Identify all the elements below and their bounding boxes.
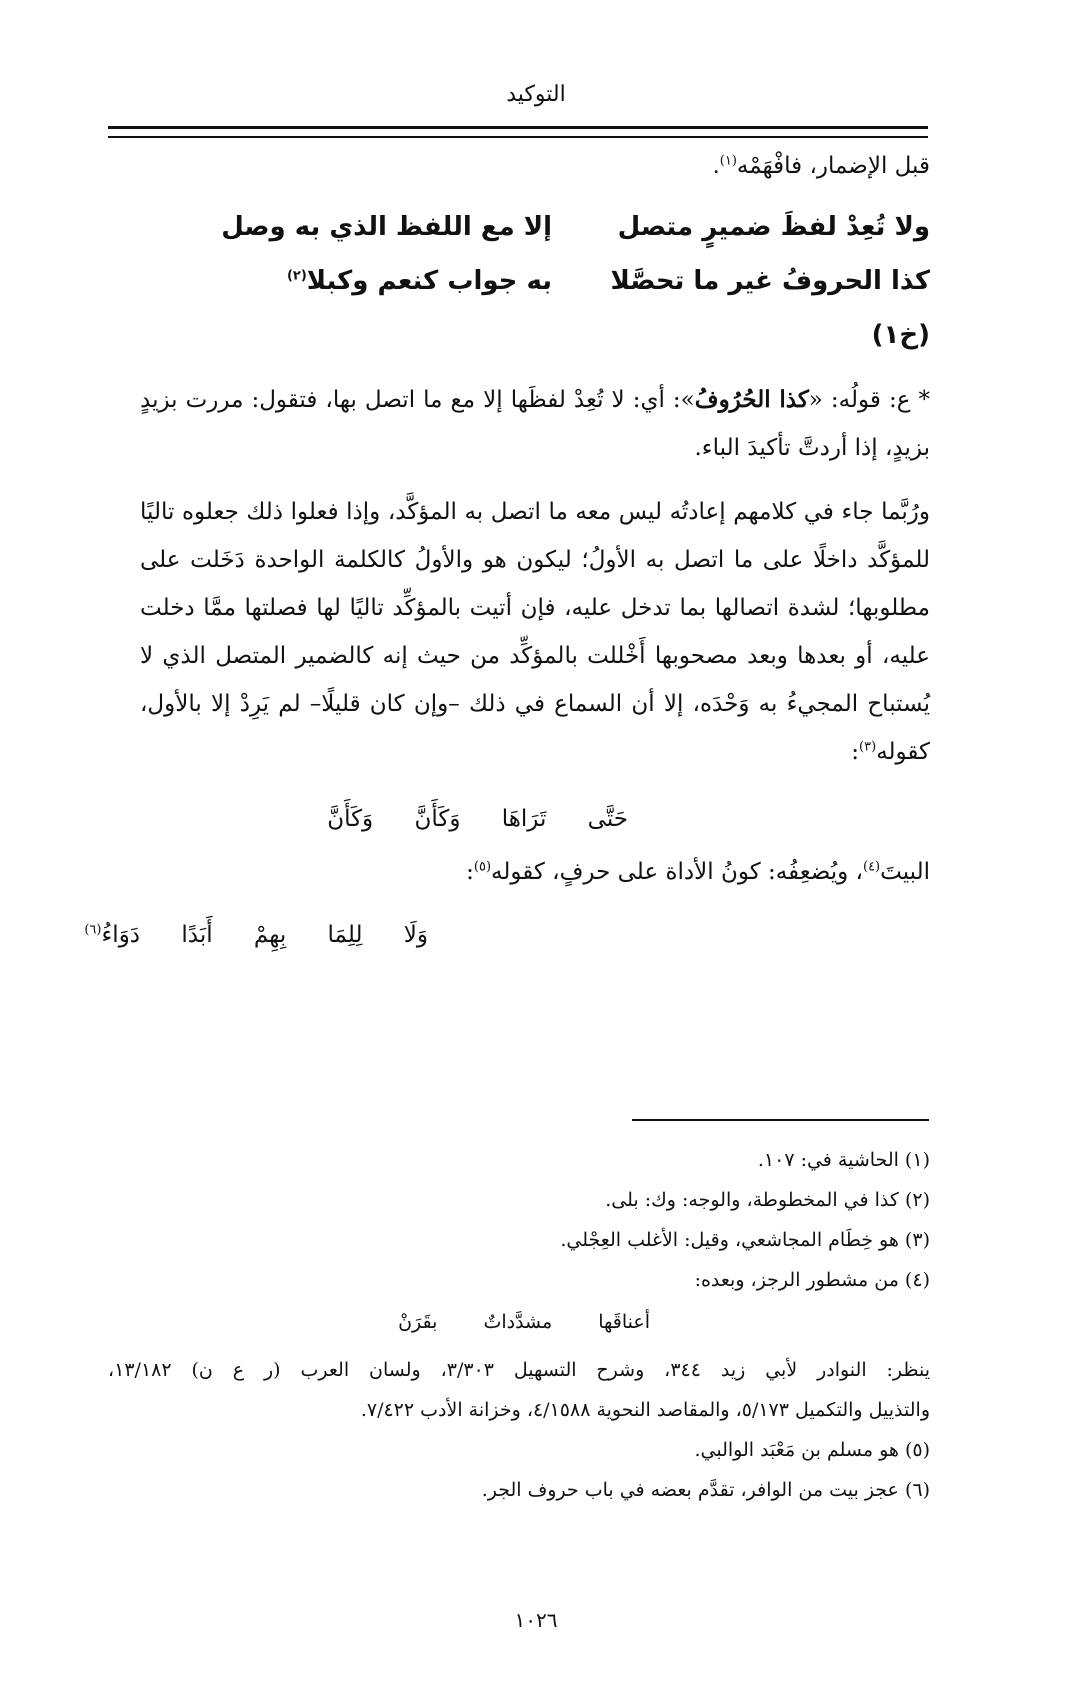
note-ref-6: (٦) xyxy=(84,922,102,938)
footnote-2: (٢) كذا في المخطوطة، والوجه: وك: بلى. xyxy=(605,1189,930,1211)
continuation-line xyxy=(142,150,930,182)
verse-2-second-hemistich-text: به جواب كنعم وكبلا xyxy=(306,266,552,296)
note-ref-3: (٣) xyxy=(859,739,877,755)
poem-citation-2-text: وَلَا لِلِمَا بِهِمْ أَبَدًا دَوَاءُ xyxy=(101,922,428,948)
header-rule-thin xyxy=(108,136,928,138)
p1-text: »: أي: لا تُعِدْ لفظَها إلا مع ما اتصل بها، فتقول: مررت بزيدٍ بزيدٍ، إذا أردتَّ تأكيدَ الباء. xyxy=(140,387,930,461)
note-ref-1: (١) xyxy=(719,153,737,169)
verse-1-first-hemistich: ولا تُعِدْ لفظَ ضميرٍ متصل xyxy=(617,212,930,242)
manuscript-reference: (خ١) xyxy=(871,320,930,350)
footnote-4-references-line-2: والتذييل والتكميل ٥/١٧٣، والمقاصد النحوية ٤/١٥٨٨، وخزانة الأدب ٧/٤٢٢. xyxy=(360,1399,930,1421)
note-ref-5: (٥) xyxy=(473,859,492,875)
header-rule-thick xyxy=(108,126,928,129)
footnote-6: (٦) عجز بيت من الوافر، تقدَّم بعضه في باب حروف الجر. xyxy=(481,1479,930,1501)
poem-citation-2 xyxy=(84,922,428,948)
p2-end: : xyxy=(851,739,860,765)
page-number: ١٠٢٦ xyxy=(514,1608,558,1632)
footnote-5: (٥) هو مسلم بن مَعْبَد الوالبي. xyxy=(694,1439,930,1461)
footnote-4-references-line-1: ينظر: النوادر لأبي زيد ٣٤٤، وشرح التسهيل ٣/٣٠٣، ولسان العرب (ر ع ن) ١٣/١٨٢، xyxy=(108,1359,930,1381)
p3-end: : xyxy=(466,859,474,885)
verse-1-second-hemistich: إلا مع اللفظ الذي به وصل xyxy=(221,212,552,242)
poem-citation-1: حَتَّى تَرَاهَا وَكَأَنَّ وَكَأَنَّ xyxy=(327,806,628,832)
continuation-end: . xyxy=(712,153,720,179)
commentary-paragraph-1 xyxy=(140,376,930,472)
note-ref-2: (٢) xyxy=(286,268,307,284)
verse-2-first-hemistich: كذا الحروفُ غير ما تحصَّلا xyxy=(610,266,930,296)
footnote-4: (٤) من مشطور الرجز، وبعده: xyxy=(694,1269,930,1291)
p2-text: ورُبَّما جاء في كلامهم إعادتُه ليس معه ما اتصل به المؤكَّد، وإذا فعلوا ذلك جعلوه تاليًا للمؤكَّد داخلًا على ما اتصل به الأولُ؛ ليكون هو والأولُ كالكلمة الواحدة دَخَلت على مطلوبها؛ لشدة اتصالها بما تدخل عليه، فإن أتيت بالمؤكِّد تاليًا لها فصلتها ممَّا دخلت عليه، أو بعدها وبعد مصحوبها أَخْللت بالمؤكِّد من حيث إنه كالضمير المتصل الذي لا يُستباح المجيءُ به وَحْدَه، إلا أن السماع في ذلك –وإن كان قليلًا– لم يَرِدْ إلا بالأول، كقوله xyxy=(140,499,930,765)
note-ref-4: (٤) xyxy=(862,859,881,875)
footnote-1: (١) الحاشية في: ١٠٧. xyxy=(757,1149,930,1171)
p1-bold-quote: كذا الحُرُوفُ xyxy=(694,386,809,413)
footnote-separator xyxy=(632,1119,929,1121)
p1-lead: * ع: قولُه: « xyxy=(808,387,930,413)
running-title: التوكيد xyxy=(506,82,566,107)
footnote-4-verse: أعناقَها مشدَّداتٌ بقَرَنْ xyxy=(398,1311,650,1333)
footnote-3: (٣) هو خِطَام المجاشعي، وقيل: الأغلب العِجْلي. xyxy=(560,1229,930,1251)
commentary-paragraph-3 xyxy=(142,856,930,888)
p3-text: البيتَ xyxy=(880,859,930,885)
verse-2-second-hemistich xyxy=(287,266,552,296)
continuation-text: قبل الإضمار، فافْهَمْه xyxy=(736,153,930,179)
p3-text-2: ، ويُضعِفُه: كونُ الأداة على حرفٍ، كقوله xyxy=(491,859,863,885)
commentary-paragraph-2 xyxy=(140,488,930,776)
